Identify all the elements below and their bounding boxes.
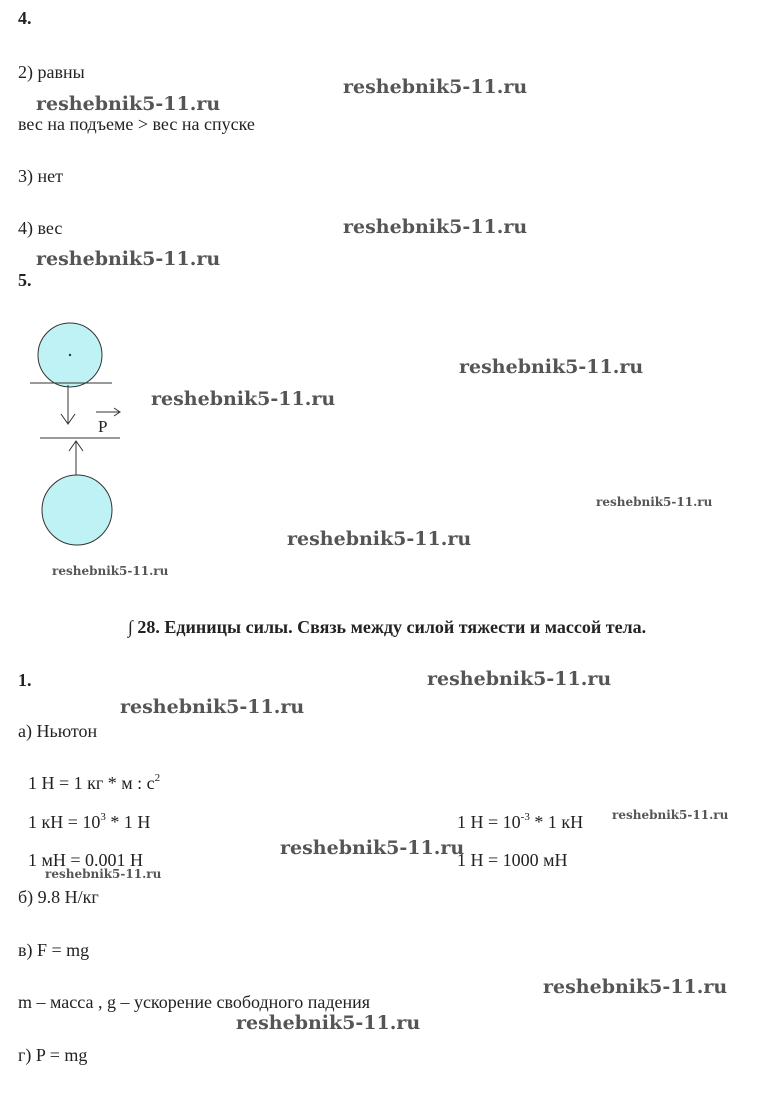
top-ball-center bbox=[69, 354, 71, 356]
watermark: reshebnik5-11.ru bbox=[151, 388, 336, 410]
formula-newton-exp: 2 bbox=[154, 772, 161, 784]
q1-number: 1. bbox=[18, 670, 32, 690]
q1-b: б) 9.8 Н/кг bbox=[18, 887, 99, 907]
bottom-ball bbox=[42, 475, 112, 545]
q1-a: а) Ньютон bbox=[18, 721, 98, 741]
formula-newton-in-kn-exp: -3 bbox=[520, 811, 530, 823]
formula-newton-in-kn-base: 1 Н = 10 bbox=[457, 812, 521, 832]
formula-kilonewton-exp: 3 bbox=[100, 811, 106, 823]
formula-newton-in-kn bbox=[457, 812, 583, 832]
formula-millinewton: 1 мН = 0.001 Н bbox=[28, 850, 144, 870]
answer-4: 4) вес bbox=[18, 218, 63, 238]
formula-kilonewton-base: 1 кН = 10 bbox=[28, 812, 101, 832]
answer-2-note: вес на подъеме > вес на спуске bbox=[18, 114, 255, 134]
watermark: reshebnik5-11.ru bbox=[596, 495, 713, 509]
answer-3: 3) нет bbox=[18, 166, 63, 186]
watermark: reshebnik5-11.ru bbox=[45, 867, 162, 881]
watermark: reshebnik5-11.ru bbox=[236, 1012, 421, 1034]
watermark: reshebnik5-11.ru bbox=[343, 76, 528, 98]
watermark: reshebnik5-11.ru bbox=[459, 356, 644, 378]
watermark: reshebnik5-11.ru bbox=[36, 93, 221, 115]
watermark: reshebnik5-11.ru bbox=[36, 248, 221, 270]
watermark: reshebnik5-11.ru bbox=[120, 696, 305, 718]
section-5-number: 5. bbox=[18, 270, 32, 290]
watermark: reshebnik5-11.ru bbox=[52, 564, 169, 578]
watermark: reshebnik5-11.ru bbox=[287, 528, 472, 550]
watermark: reshebnik5-11.ru bbox=[280, 837, 465, 859]
formula-kilonewton bbox=[28, 812, 150, 832]
q1-g: г) P = mg bbox=[18, 1045, 88, 1065]
formula-newton-in-mn: 1 Н = 1000 мН bbox=[457, 850, 568, 870]
vector-label: P bbox=[98, 417, 108, 436]
formula-newton bbox=[28, 773, 160, 793]
answer-2: 2) равны bbox=[18, 62, 85, 82]
formula-newton-base: 1 Н = 1 кг * м : с bbox=[28, 773, 155, 793]
formula-kilonewton-rest: * 1 Н bbox=[105, 812, 151, 832]
section-4-number: 4. bbox=[18, 8, 32, 28]
q1-v-note: m – масса , g – ускорение свободного падения bbox=[18, 992, 371, 1012]
formula-newton-in-kn-rest: * 1 кН bbox=[529, 812, 584, 832]
watermark: reshebnik5-11.ru bbox=[612, 808, 729, 822]
watermark: reshebnik5-11.ru bbox=[543, 976, 728, 998]
chapter-title: ∫ 28. Единицы силы. Связь между силой тяжести и массой тела. bbox=[128, 617, 647, 637]
q1-v: в) F = mg bbox=[18, 940, 90, 960]
watermark: reshebnik5-11.ru bbox=[427, 668, 612, 690]
watermark: reshebnik5-11.ru bbox=[343, 216, 528, 238]
